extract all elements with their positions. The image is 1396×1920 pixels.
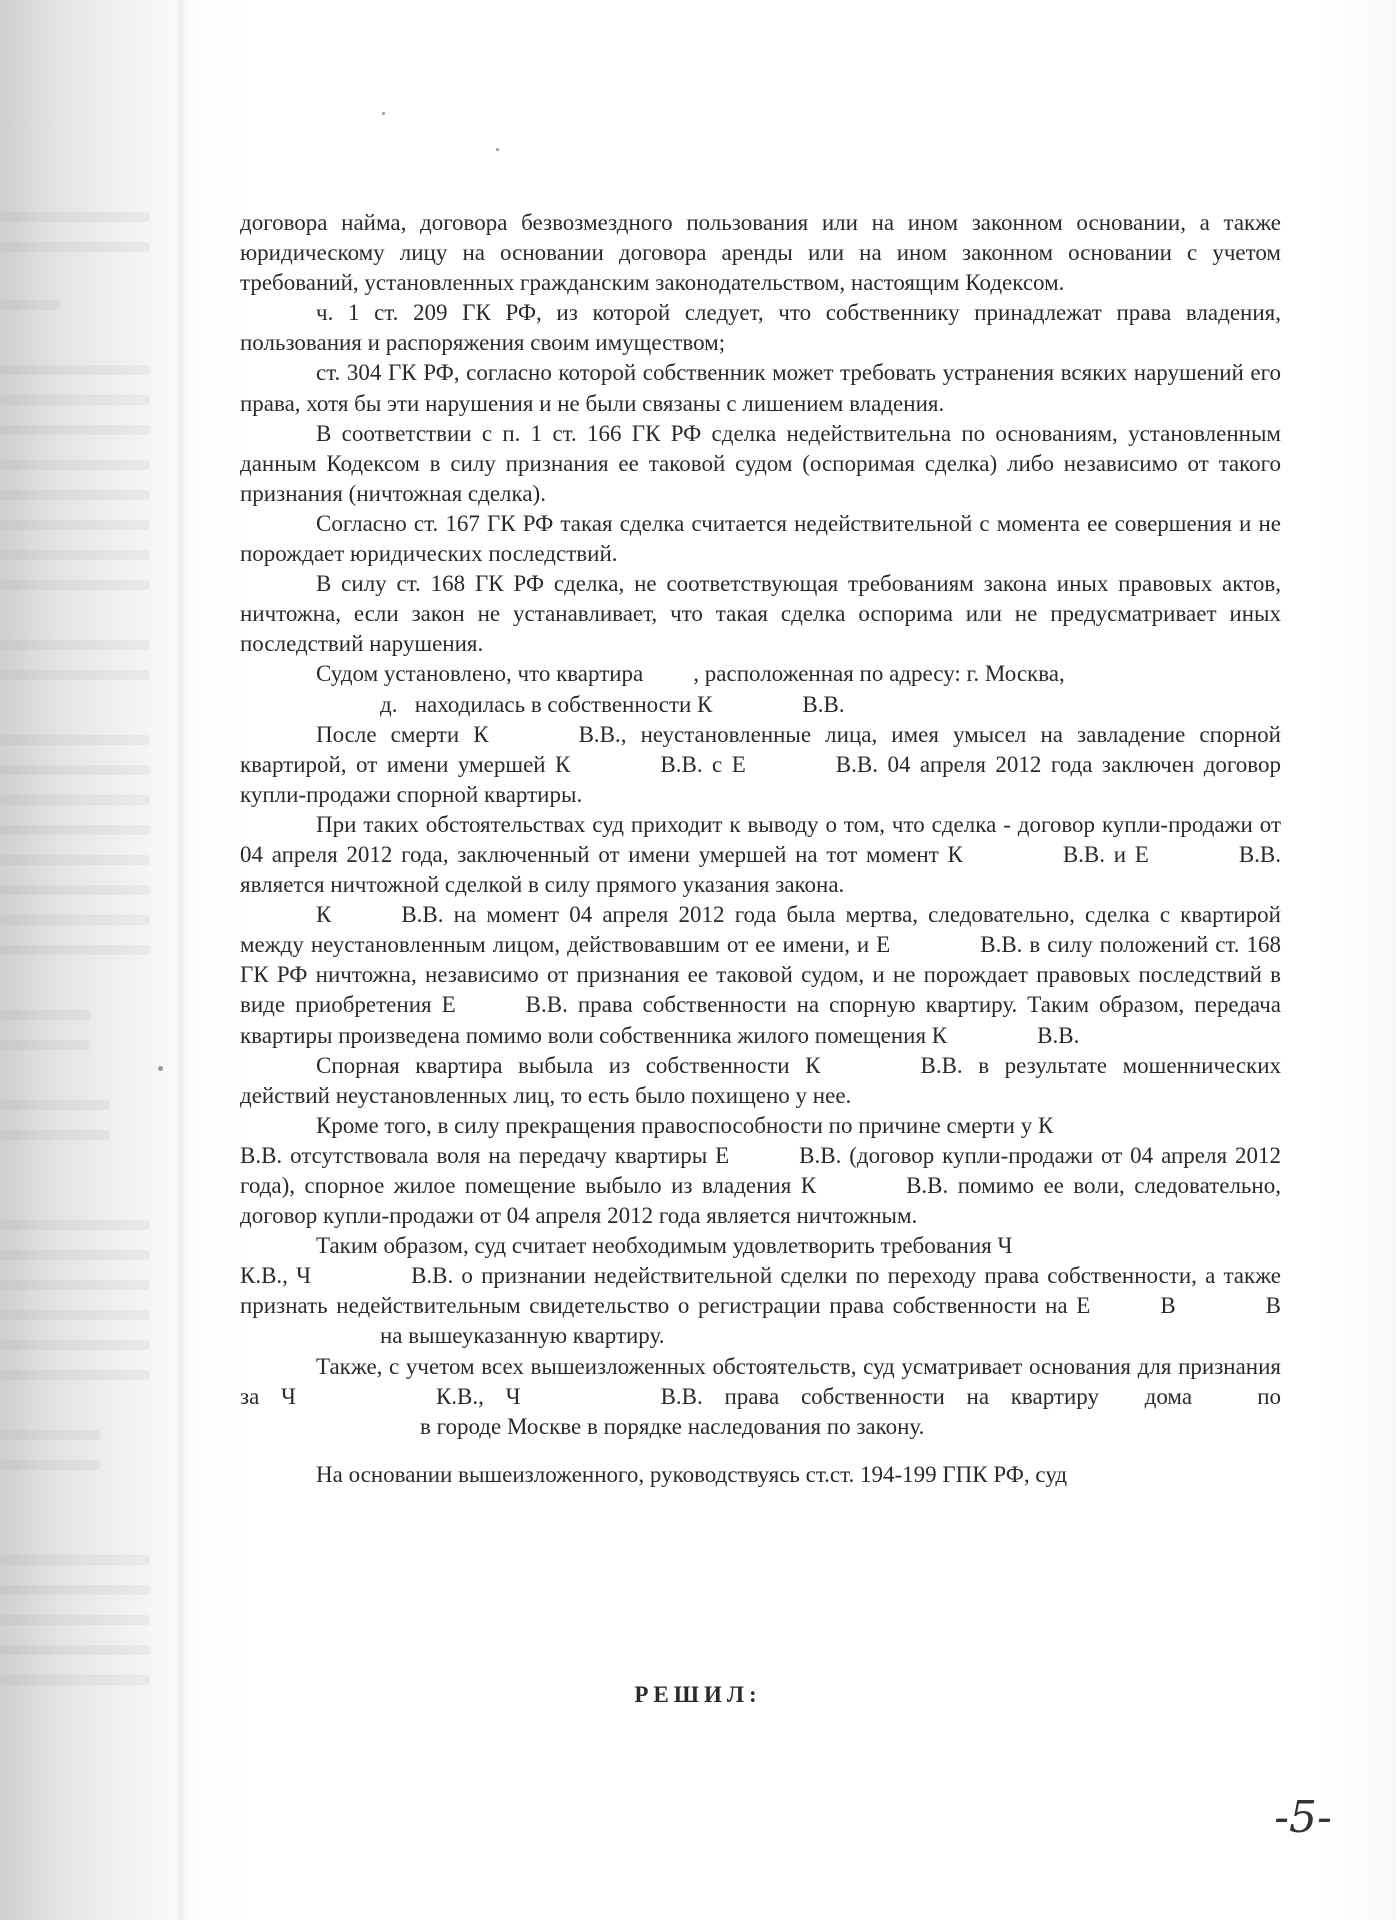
text-run: В.В. с Е — [660, 751, 746, 777]
bleed-through — [0, 1010, 90, 1020]
bleed-through — [0, 1220, 150, 1230]
bleed-through — [0, 765, 150, 775]
paragraph: В силу ст. 168 ГК РФ сделка, не соответствующая требованиям закона иных правовых актов, ничтожна, если закон не устанавливает, что такая сделка оспорима или не предусматривает иных последствий нарушения. — [240, 571, 1281, 657]
bleed-through — [0, 670, 150, 680]
bleed-through — [0, 242, 150, 252]
text-run: на вышеуказанную квартиру. — [380, 1323, 665, 1349]
text-run: по — [1257, 1383, 1281, 1409]
text-run: К.В., Ч — [240, 1263, 312, 1289]
bleed-through — [0, 945, 150, 955]
scan-speck — [496, 148, 499, 151]
bleed-through — [0, 580, 150, 590]
bleed-through — [0, 1555, 150, 1565]
bleed-through — [0, 490, 150, 500]
text-run: В.В., неустановленные лица, имея умысел на завладение спорной квартирой, от имени умершей К — [240, 721, 1281, 777]
bleed-through — [0, 640, 150, 650]
text-run: В.В. 04 апреля 2012 года заключен договор купли-продажи спорной квартиры. — [240, 751, 1281, 807]
bleed-through — [0, 300, 60, 310]
bleed-through — [0, 365, 150, 375]
text-run: В.В. о признании недействительной сделки по переходу права собственности, а также признать недействительным свидетельство о регистрации права собственности на Е — [240, 1263, 1281, 1319]
paragraph — [240, 720, 1281, 810]
paragraph — [240, 1231, 1281, 1351]
bleed-through — [0, 460, 150, 470]
text-run: дома — [1144, 1383, 1193, 1409]
text-run: В.В. является ничтожной сделкой в силу прямого указания закона. — [240, 841, 1282, 898]
text-run: находилась в собственности К — [414, 691, 713, 717]
bleed-through — [0, 885, 150, 895]
bleed-through — [0, 395, 150, 405]
bleed-through — [0, 1615, 150, 1625]
handwritten-page-number: -5- — [1274, 1792, 1332, 1843]
text-run: В.В. на момент 04 апреля 2012 года была мертва, следовательно, сделка с квартирой между неустановленным лицом, действовавшим от ее имени, и Е — [240, 902, 1281, 958]
bleed-through — [0, 795, 150, 805]
text-run: В.В. помимо ее воли, следовательно, договор купли-продажи от 04 апреля 2012 года является ничтожным. — [240, 1173, 1281, 1229]
page-fold-shadow — [176, 0, 186, 1920]
paragraph — [240, 659, 1281, 719]
bleed-through — [0, 1430, 100, 1440]
paragraph: ч. 1 ст. 209 ГК РФ, из которой следует, что собственнику принадлежат права владения, пользования и распоряжения своим имуществом; — [240, 300, 1281, 356]
document-body — [240, 208, 1281, 1490]
paragraph — [240, 900, 1281, 1050]
text-run: В — [1160, 1293, 1176, 1319]
bleed-through — [0, 1460, 100, 1470]
paragraph: ст. 304 ГК РФ, согласно которой собственник может требовать устранения всяких нарушений его права, хотя бы эти нарушения и не были связаны с лишением владения. — [240, 360, 1281, 416]
text-run: , расположенная по адресу: г. Москва, — [693, 661, 1065, 687]
bleed-through — [0, 212, 150, 222]
text-run: Судом установлено, что квартира — [316, 661, 644, 687]
text-run: В.В. — [1037, 1022, 1080, 1048]
text-run: В.В. права собственности на квартиру — [660, 1383, 1099, 1409]
bleed-through — [0, 735, 150, 745]
bleed-through — [0, 1250, 150, 1260]
text-run: В.В. отсутствовала воля на передачу квартиры Е — [240, 1142, 730, 1168]
text-run: Кроме того, в силу прекращения правоспособности по причине смерти у К — [316, 1112, 1054, 1138]
bleed-through — [0, 520, 150, 530]
text-run: в городе Москве в порядке наследования по закону. — [420, 1413, 925, 1439]
text-run: В.В. в силу положений ст. 168 ГК РФ ничтожна, независимо от признания ее таковой судом, и не порождает правовых последствий в виде приобретения Е — [240, 932, 1281, 1018]
text-run: д. — [380, 691, 398, 717]
text-run: К — [947, 841, 963, 867]
paragraph: договора найма, договора безвозмездного пользования или на ином законном основании, а также юридическому лицу на основании договора аренды или на ином законном основании с учетом требований, установленных гражданским законодательством, настоящим Кодексом. — [240, 210, 1281, 296]
scan-speck — [382, 112, 385, 115]
paragraph — [240, 1352, 1281, 1442]
text-run: При таких обстоятельствах суд приходит к выводу о том, что сделка - договор купли-продажи от 04 апреля 2012 года, заключенный от имени умершей на тот момент — [240, 811, 1281, 867]
text-run: В — [1265, 1293, 1281, 1319]
bleed-through — [0, 1340, 150, 1350]
text-run: К.В., Ч — [435, 1383, 521, 1409]
paragraph: В соответствии с п. 1 ст. 166 ГК РФ сделка недействительна по основаниям, установленным данным Кодексом в силу признания ее таковой судом (оспоримая сделка) либо независимо от такого признания (ничтожная сделка). — [240, 420, 1281, 506]
paragraph — [240, 1051, 1281, 1111]
text-run: В.В. в результате мошеннических действий неустановленных лиц, то есть было похищено у нее. — [240, 1052, 1282, 1108]
bleed-through — [0, 1100, 110, 1110]
bleed-through — [0, 425, 150, 435]
bleed-through — [0, 550, 150, 560]
bleed-through — [0, 1280, 150, 1290]
bleed-through — [0, 855, 150, 865]
bleed-through — [0, 1370, 150, 1380]
paragraph — [240, 810, 1281, 900]
text-run: В.В. и Е — [1062, 841, 1149, 867]
bleed-through — [0, 825, 150, 835]
text-run: В.В. — [802, 691, 845, 717]
bleed-through — [0, 1310, 150, 1320]
text-run: После смерти К — [316, 721, 489, 747]
bleed-through — [0, 1645, 150, 1655]
text-run: Таким образом, суд считает необходимым удовлетворить требования Ч — [316, 1233, 1013, 1259]
text-run: В.В. (договор купли-продажи от 04 апреля 2012 года), спорное жилое помещение выбыло из владения К — [240, 1142, 1281, 1198]
bleed-through — [0, 1130, 110, 1140]
text-run: К — [316, 902, 332, 928]
bleed-through — [0, 1040, 90, 1050]
paragraph: Согласно ст. 167 ГК РФ такая сделка считается недействительной с момента ее совершения и не порождает юридических последствий. — [240, 510, 1281, 567]
text-run: В.В. права собственности на спорную квартиру. Таким образом, передача квартиры произведена помимо воли собственника жилого помещения К — [240, 992, 1281, 1048]
closing-line: На основании вышеизложенного, руководствуясь ст.ст. 194-199 ГПК РФ, суд — [316, 1461, 1068, 1487]
text-run: Также, с учетом всех вышеизложенных обстоятельств, суд усматривает основания для признания за Ч — [240, 1353, 1281, 1409]
paragraph — [240, 1111, 1281, 1231]
bleed-through — [0, 1585, 150, 1595]
text-run: Спорная квартира выбыла из собственности К — [316, 1052, 821, 1078]
bleed-through — [0, 915, 150, 925]
scan-speck — [158, 1066, 163, 1071]
decision-heading: РЕШИЛ: — [634, 1682, 762, 1707]
